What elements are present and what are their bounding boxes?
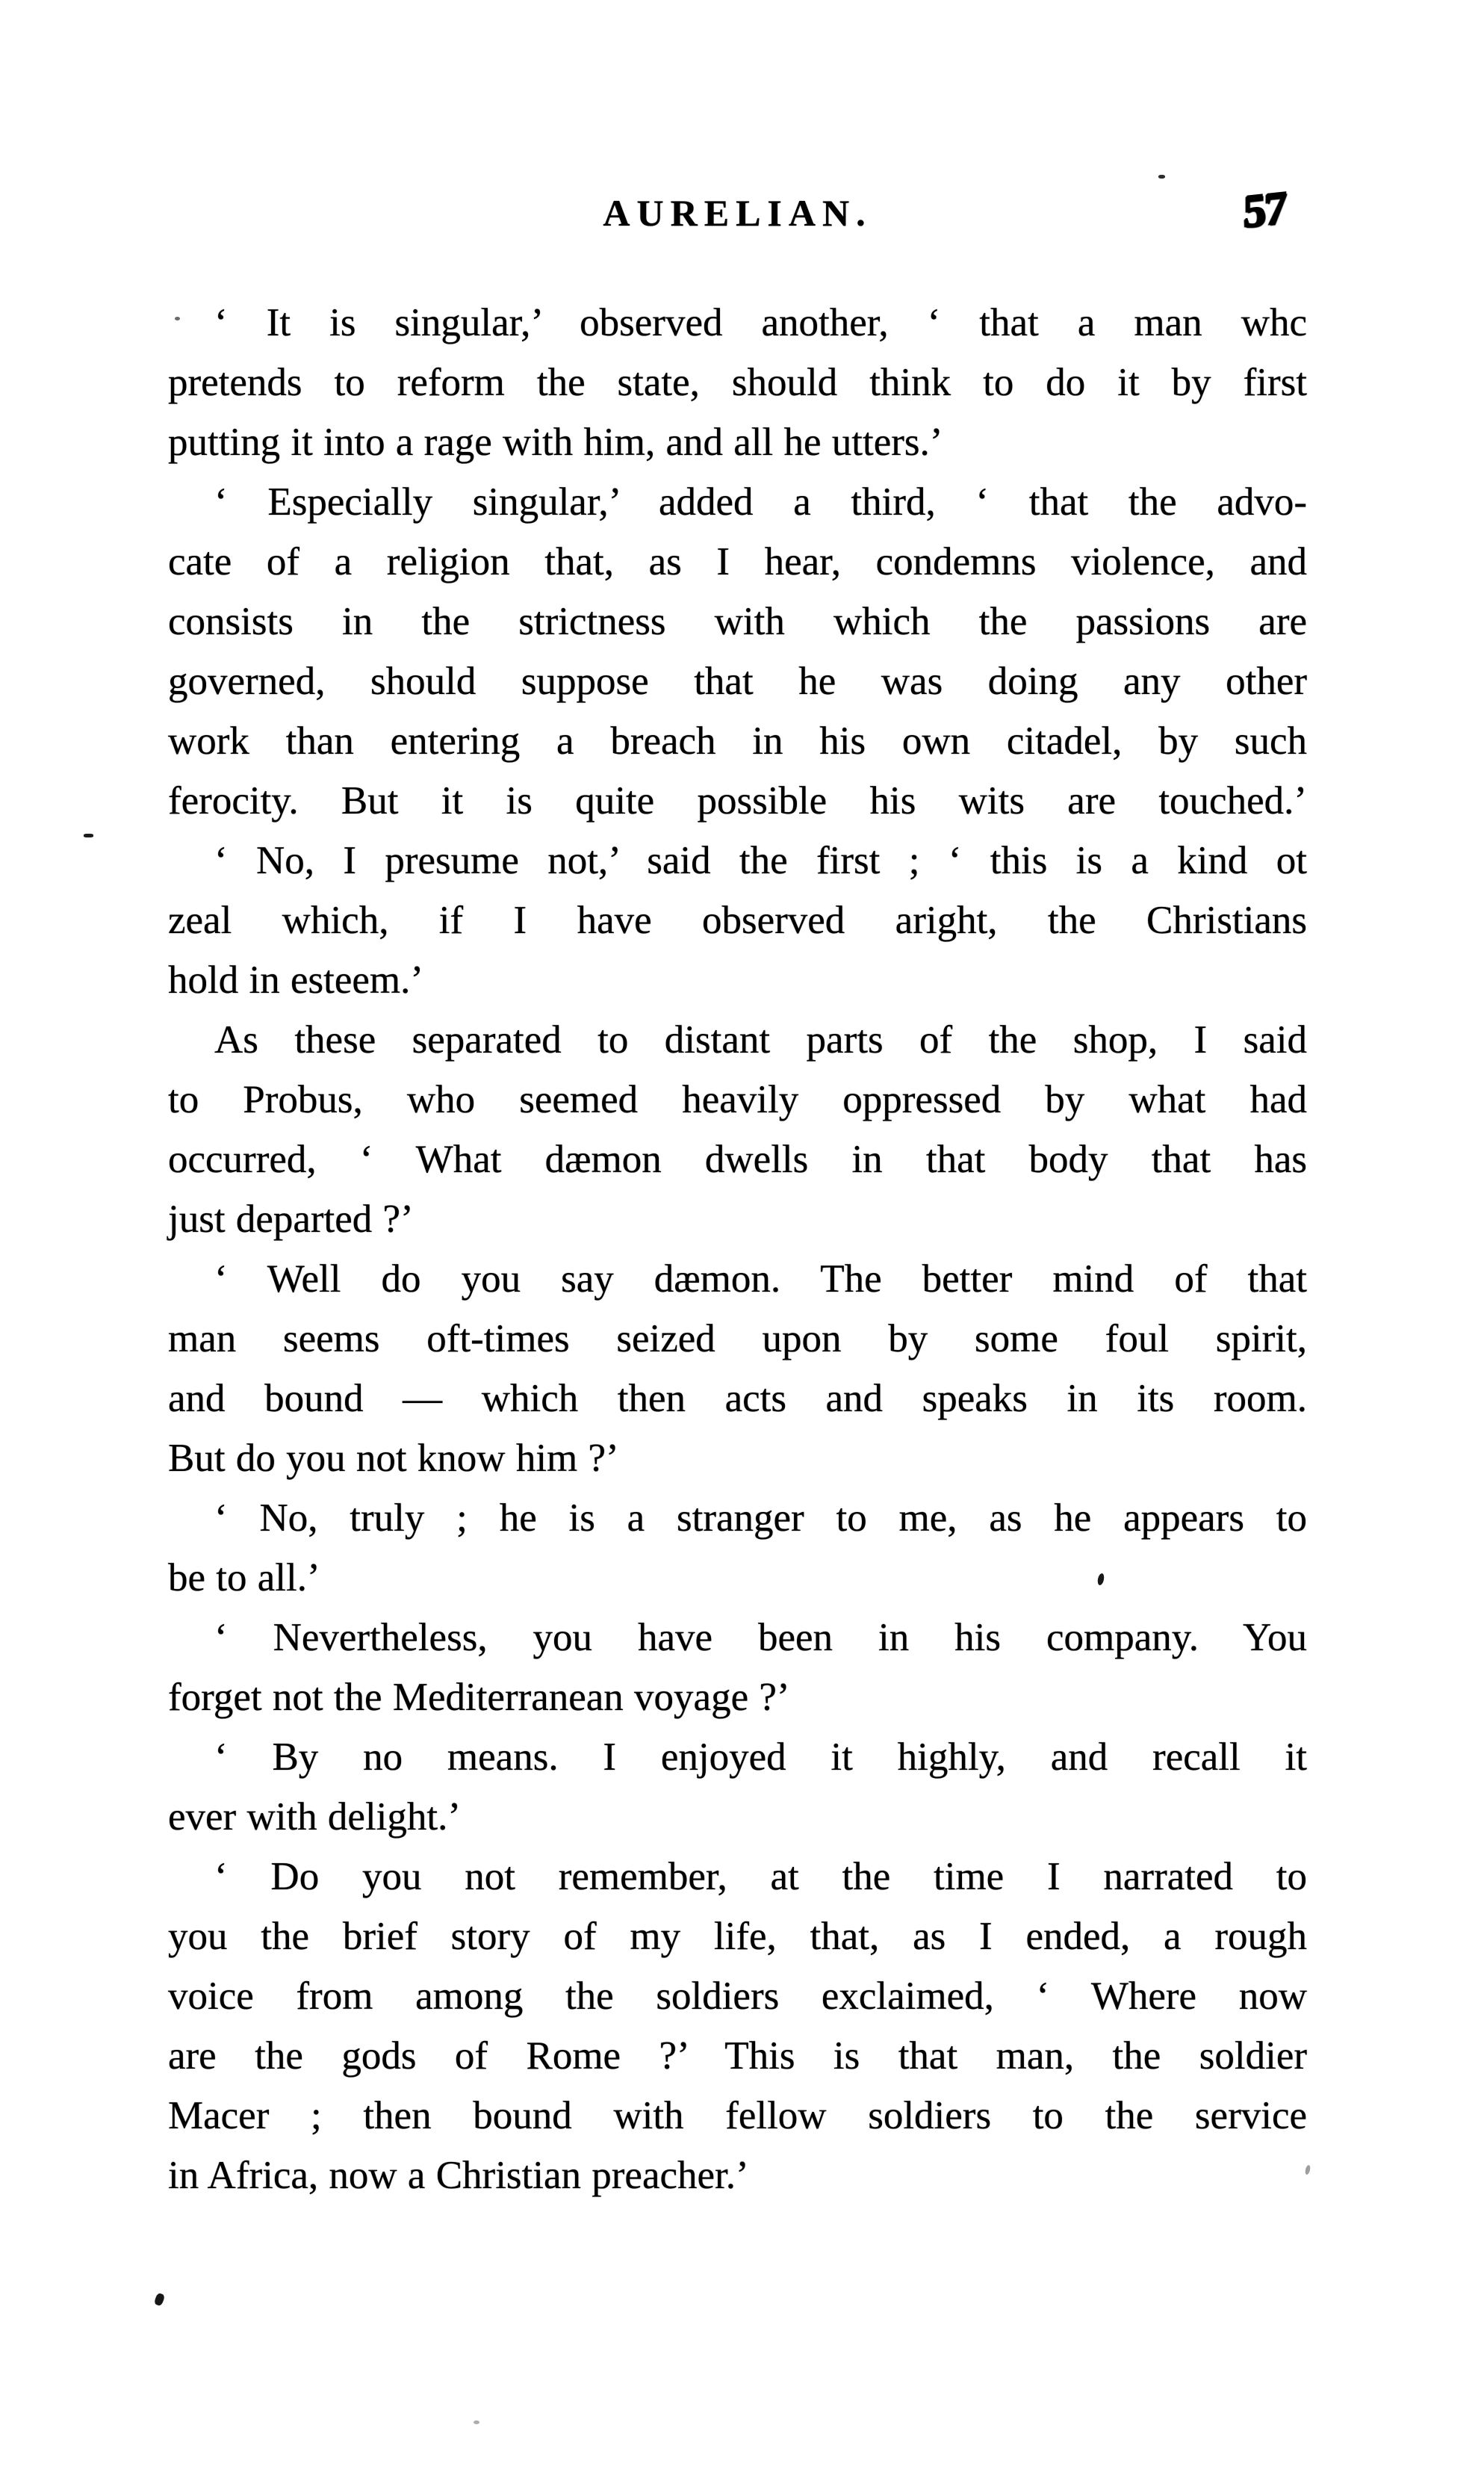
speck-bottom-center-dot [474, 2420, 479, 2424]
speck-bottom-left-diamond [154, 2293, 166, 2307]
speck-top-right-dash [1158, 175, 1165, 179]
text-line: voice from among the soldiers exclaimed, ‘ Where now [168, 1974, 1307, 2018]
text-line: just departed ?’ [168, 1198, 414, 1241]
text-line: governed, should suppose that he was doing any other [168, 660, 1307, 703]
speck-first-line-dot [175, 317, 180, 320]
text-line: Macer ; then bound with fellow soldiers to the service [168, 2094, 1307, 2137]
text-line: occurred, ‘ What dæmon dwells in that body that has [168, 1138, 1307, 1181]
page-number: 57 [1243, 182, 1285, 238]
text-line: man seems oft-times seized upon by some foul spirit, [168, 1317, 1307, 1360]
text-line: ‘ Do you not remember, at the time I narrated to [214, 1855, 1307, 1898]
text-line: to Probus, who seemed heavily oppressed by what had [168, 1078, 1307, 1121]
text-line: ‘ By no means. I enjoyed it highly, and recall it [214, 1735, 1307, 1779]
text-line: putting it into a rage with him, and all he utters.’ [168, 421, 943, 464]
text-line: you the brief story of my life, that, as I ended, a rough [168, 1915, 1307, 1958]
text-line: ‘ No, I presume not,’ said the first ; ‘ this is a kind ot [214, 839, 1307, 882]
text-line: in Africa, now a Christian preacher.’ [168, 2154, 749, 2197]
text-line: cate of a religion that, as I hear, condemns violence, and [168, 540, 1307, 583]
text-line: ‘ Well do you say dæmon. The better mind of that [214, 1257, 1307, 1301]
text-line: consists in the strictness with which the passions are [168, 600, 1307, 643]
text-line: forget not the Mediterranean voyage ?’ [168, 1676, 790, 1719]
text-line: be to all.’ [168, 1556, 320, 1599]
text-line: ‘ It is singular,’ observed another, ‘ that a man whc [214, 301, 1307, 344]
text-line: zeal which, if I have observed aright, the Christians [168, 899, 1307, 942]
body-text-block [168, 293, 1307, 2205]
text-line: hold in esteem.’ [168, 958, 423, 1002]
text-line: and bound — which then acts and speaks in its room. [168, 1377, 1307, 1420]
text-line: pretends to reform the state, should think to do it by first [168, 361, 1307, 404]
running-header-title: AURELIAN. [603, 192, 872, 234]
text-line: ‘ No, truly ; he is a stranger to me, as he appears to [214, 1496, 1307, 1540]
text-line: work than entering a breach in his own citadel, by such [168, 719, 1307, 763]
text-line: ‘ Nevertheless, you have been in his company. You [214, 1616, 1307, 1659]
text-line: As these separated to distant parts of the shop, I said [214, 1018, 1307, 1062]
text-line: ever with delight.’ [168, 1795, 462, 1839]
text-line: are the gods of Rome ?’ This is that man, the soldier [168, 2034, 1307, 2078]
speck-left-margin-dash [84, 834, 93, 837]
text-line: ‘ Especially singular,’ added a third, ‘ that the advo- [214, 480, 1307, 524]
text-line: But do you not know him ?’ [168, 1437, 619, 1480]
text-line: ferocity. But it is quite possible his wits are touched.’ [168, 779, 1307, 823]
